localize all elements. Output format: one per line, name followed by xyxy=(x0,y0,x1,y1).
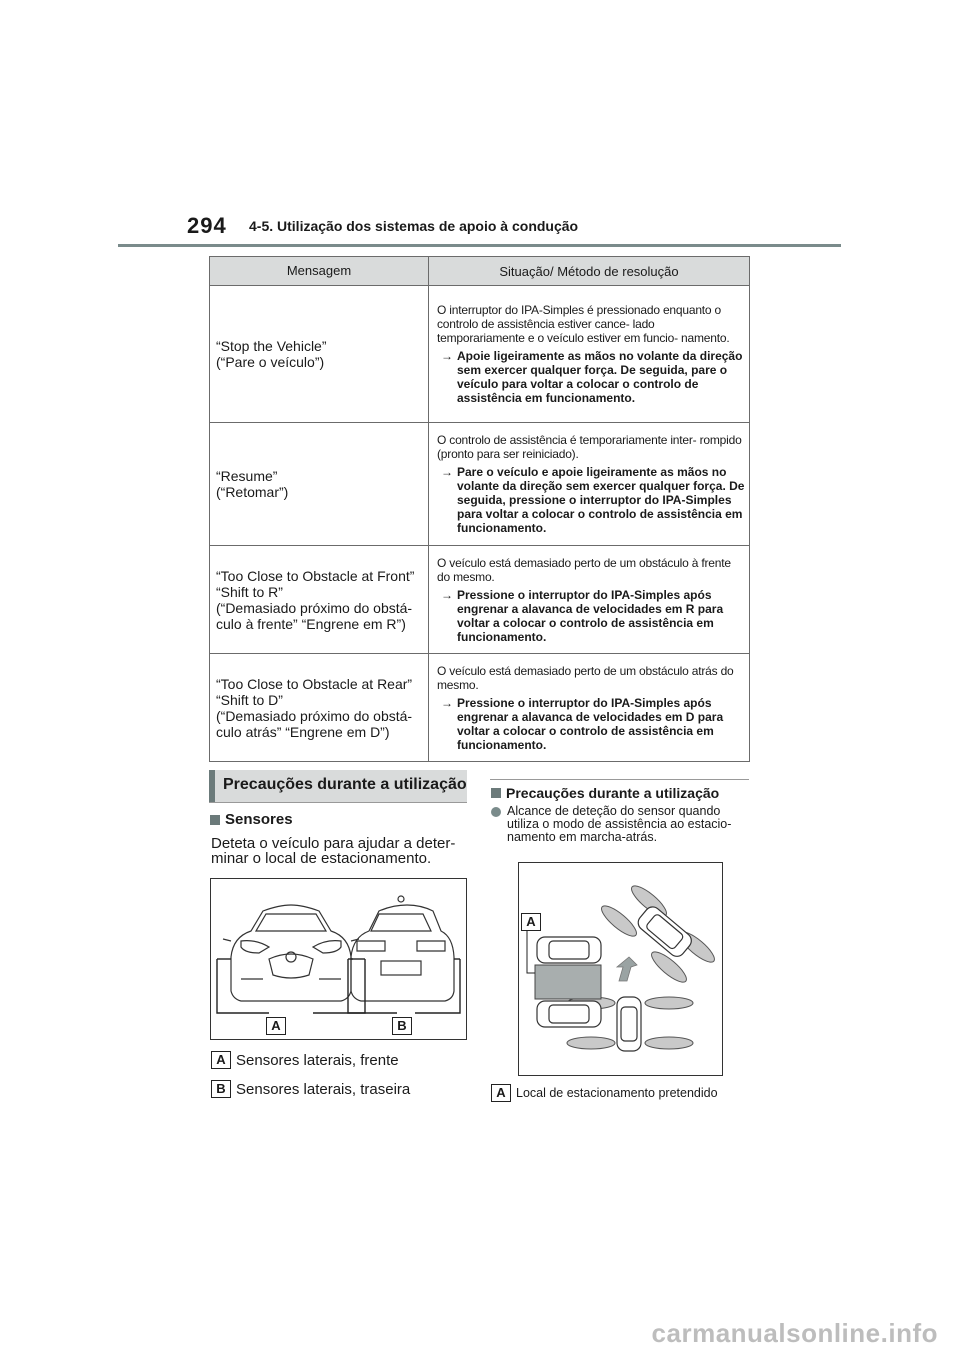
resolution-action xyxy=(437,588,745,644)
situation-cell xyxy=(429,654,750,762)
resolution-text: Pare o veículo e apoie ligeiramente as mãos no volante da direção sem exercer qualquer força. De seguida, pressione o interruptor do IPA-Simples para voltar a colocar o controlo de assistência em funcionamento. xyxy=(457,465,745,535)
situation-cell xyxy=(429,423,750,546)
arrow-icon: → xyxy=(441,465,453,479)
section-heading xyxy=(209,770,467,802)
bullet-item xyxy=(491,805,731,844)
arrow-icon: → xyxy=(441,349,453,363)
figure-label-a: A xyxy=(521,913,541,931)
square-bullet-icon xyxy=(210,815,220,825)
message-line: (“Pare o veículo”) xyxy=(216,354,325,370)
resolution-text: Apoie ligeiramente as mãos no volante da direção sem exercer qualquer força. De seguida, pare o veículo para voltar a colocar o controlo de assistência em funcionamento. xyxy=(457,349,743,405)
precautions-subheading xyxy=(491,785,719,801)
message-cell xyxy=(210,546,429,654)
sensors-heading xyxy=(210,811,293,828)
table-row xyxy=(210,423,750,546)
situation-description: O veículo está demasiado perto de um obstáculo atrás do mesmo. xyxy=(437,663,734,692)
sensor-location-figure xyxy=(210,878,467,1040)
legend-text: Sensores laterais, frente xyxy=(236,1051,399,1069)
situation-cell xyxy=(429,286,750,423)
header-rule xyxy=(118,244,841,247)
message-table xyxy=(209,256,750,762)
legend-text: Sensores laterais, traseira xyxy=(236,1080,411,1098)
table-header-row xyxy=(210,257,750,286)
message-line: culo atrás” “Engrene em D”) xyxy=(216,723,390,740)
message-line: “Too Close to Obstacle at Front” xyxy=(216,567,415,584)
resolution-text: Pressione o interruptor do IPA-Simples após engrenar a alavanca de velocidades em D para voltar a colocar o controlo de assistência em funcionamento. xyxy=(457,695,724,752)
round-bullet-icon xyxy=(491,807,501,817)
sensors-heading-text: Sensores xyxy=(225,811,293,828)
legend-item xyxy=(491,1084,718,1102)
column-header-message: Mensagem xyxy=(210,257,429,286)
body-line: minar o local de estacionamento. xyxy=(211,850,432,867)
body-line: Deteta o veículo para ajudar a deter- xyxy=(211,835,456,852)
resolution-action xyxy=(437,349,745,405)
precautions-subheading-text: Precauções durante a utilização xyxy=(506,785,720,801)
watermark: carmanualsonline.info xyxy=(651,1318,938,1348)
legend-item xyxy=(211,1051,399,1069)
arrow-icon: → xyxy=(441,695,453,710)
bullet-line: Alcance de deteção do sensor quando xyxy=(507,804,721,818)
sensors-description xyxy=(211,836,455,866)
column-header-situation: Situação/ Método de resolução xyxy=(429,257,750,286)
parking-range-figure xyxy=(518,862,723,1076)
bullet-text xyxy=(507,805,731,844)
resolution-text: Pressione o interruptor do IPA-Simples após engrenar a alavanca de velocidades em R para voltar a colocar o controlo de assistência em funcionamento. xyxy=(457,587,724,644)
car-front-rear-illustration xyxy=(211,879,466,1039)
legend-label: A xyxy=(211,1051,231,1069)
figure-label-b: B xyxy=(392,1017,412,1035)
legend-label: B xyxy=(211,1080,231,1098)
section-title: Precauções durante a utilização xyxy=(223,776,467,793)
parking-range-illustration xyxy=(519,863,722,1075)
message-cell xyxy=(210,654,429,762)
message-cell xyxy=(210,423,429,546)
figure-label-a: A xyxy=(266,1017,286,1035)
right-column-rule xyxy=(490,779,749,780)
table-row xyxy=(210,286,750,423)
situation-description: O interruptor do IPA-Simples é pressionado enquanto o controlo de assistência estiver cance- lado temporariamente e o veículo estiver em funcio- namento. xyxy=(437,303,730,345)
legend-text: Local de estacionamento pretendido xyxy=(516,1086,718,1100)
section-rule xyxy=(209,802,467,803)
page-number: 294 xyxy=(187,213,227,238)
legend-label: A xyxy=(491,1084,511,1102)
resolution-action xyxy=(437,465,745,535)
message-cell xyxy=(210,286,429,423)
legend-item xyxy=(211,1080,410,1098)
bullet-line: namento em marcha-atrás. xyxy=(507,830,658,844)
message-line: “Too Close to Obstacle at Rear” xyxy=(216,675,413,692)
message-line: (“Demasiado próximo do obstá- xyxy=(216,707,413,724)
message-line: (“Demasiado próximo do obstá- xyxy=(216,599,413,616)
situation-cell xyxy=(429,546,750,654)
square-bullet-icon xyxy=(491,788,501,798)
message-line: “Shift to D” xyxy=(216,691,283,708)
message-line: “Shift to R” xyxy=(216,583,283,600)
message-line: “Resume” xyxy=(216,468,278,484)
message-line: (“Retomar”) xyxy=(216,484,289,500)
arrow-icon: → xyxy=(441,587,453,602)
situation-description: O controlo de assistência é temporariamente inter- rompido (pronto para ser reiniciado). xyxy=(437,433,742,461)
resolution-action xyxy=(437,696,745,752)
message-line: “Stop the Vehicle” xyxy=(216,338,327,354)
chapter-title: 4-5. Utilização dos sistemas de apoio à condução xyxy=(249,218,579,234)
message-line: culo à frente” “Engrene em R”) xyxy=(216,615,406,632)
table-row xyxy=(210,546,750,654)
situation-description: O veículo está demasiado perto de um obstáculo à frente do mesmo. xyxy=(437,555,731,584)
table-row xyxy=(210,654,750,762)
bullet-line: utiliza o modo de assistência ao estacio- xyxy=(507,817,732,831)
